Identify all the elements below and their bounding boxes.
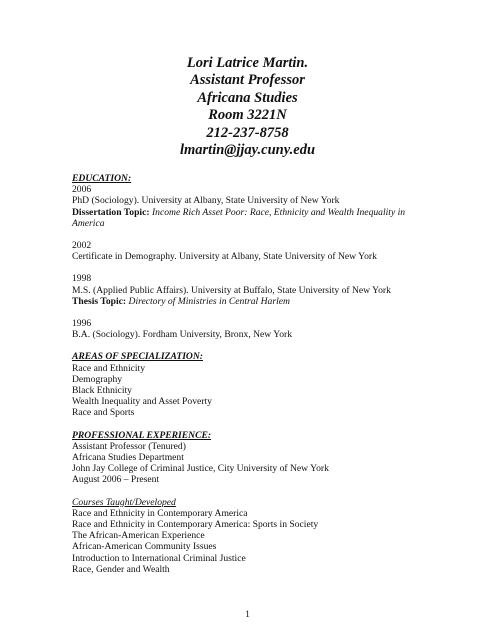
list-item: Race and Ethnicity in Contemporary America xyxy=(72,507,248,519)
experience-line: August 2006 – Present xyxy=(72,474,160,486)
list-item: Race and Ethnicity xyxy=(72,362,145,374)
education-year: 2006 xyxy=(72,184,92,196)
education-degree: M.S. (Applied Public Affairs). University at Buffalo, State University of New York xyxy=(72,284,391,296)
author-title: Assistant Professor xyxy=(190,72,305,89)
dissertation-label: Dissertation Topic: xyxy=(72,206,150,218)
list-item: Race and Sports xyxy=(72,407,135,419)
specialization-heading: AREAS OF SPECIALIZATION: xyxy=(72,351,203,363)
education-degree: B.A. (Sociology). Fordham University, Bronx, New York xyxy=(72,329,293,341)
dissertation-title: Income Rich Asset Poor: Race, Ethnicity and Wealth Inequality in America xyxy=(72,206,406,229)
cv-body xyxy=(72,173,432,575)
education-heading: EDUCATION: xyxy=(72,173,132,184)
author-room: Room 3221N xyxy=(208,107,287,124)
contact-header xyxy=(0,55,495,159)
list-item: Race, Gender and Wealth xyxy=(72,563,170,575)
dissertation-topic xyxy=(72,207,432,229)
thesis-topic xyxy=(72,296,432,307)
education-year: 1996 xyxy=(72,318,92,330)
thesis-label: Thesis Topic: xyxy=(72,295,127,307)
experience-heading: PROFESSIONAL EXPERIENCE: xyxy=(72,429,212,441)
education-year: 1998 xyxy=(72,273,92,285)
education-degree: Certificate in Demography. University at Albany, State University of New York xyxy=(72,251,377,263)
author-department: Africana Studies xyxy=(197,89,298,106)
education-year: 2002 xyxy=(72,240,92,252)
author-name: Lori Latrice Martin. xyxy=(186,55,309,71)
list-item: The African-American Experience xyxy=(72,530,205,542)
thesis-title: Directory of Ministries in Central Harlem xyxy=(128,295,290,307)
education-degree: PhD (Sociology). University at Albany, State University of New York xyxy=(72,195,340,207)
author-phone: 212-237-8758 xyxy=(206,124,289,141)
list-item: Introduction to International Criminal Justice xyxy=(72,552,246,564)
list-item: Demography xyxy=(72,373,123,385)
author-email: lmartin@jjay.cuny.edu xyxy=(179,142,316,159)
list-item: Race and Ethnicity in Contemporary America: Sports in Society xyxy=(72,519,319,531)
experience-line: Africana Studies Department xyxy=(72,452,184,464)
list-item: Wealth Inequality and Asset Poverty xyxy=(72,396,212,408)
list-item: African-American Community Issues xyxy=(72,541,217,553)
page-number: 1 xyxy=(245,609,250,620)
list-item: Black Ethnicity xyxy=(72,385,132,397)
experience-line: Assistant Professor (Tenured) xyxy=(72,440,186,452)
experience-line: John Jay College of Criminal Justice, City University of New York xyxy=(72,463,329,475)
courses-heading: Courses Taught/Developed xyxy=(72,496,176,508)
